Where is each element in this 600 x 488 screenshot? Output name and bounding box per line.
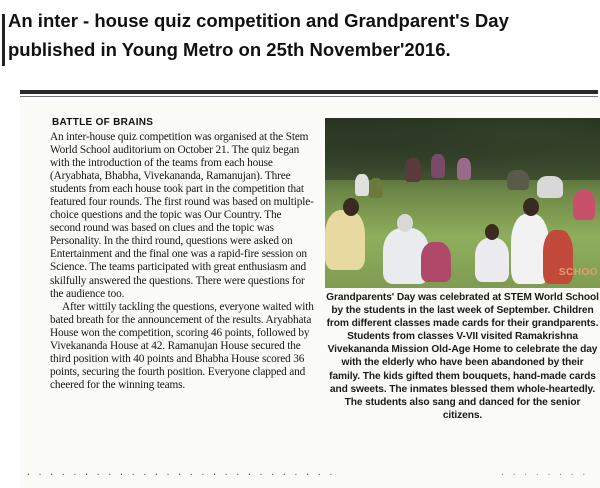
photo-person — [457, 158, 471, 180]
photo-person — [431, 154, 445, 178]
top-rule-thin — [20, 96, 598, 97]
photo-person — [369, 178, 383, 198]
article-paragraph-2: After wittily tackling the questions, everyone waited with bated breath for the announcement of the results. Aryabhata House won the competition, scoring 46 points, followed by Vivekananda House at 42. Ramanujan House secured the third position with 40 points and Bhabha House scored 36 points, securing the fourth position. Everyone clapped and cheered for the winning teams. — [50, 300, 314, 391]
article-body — [50, 131, 314, 392]
photo-person — [507, 170, 529, 190]
photo-watermark: SCHOO — [558, 267, 598, 278]
scan-noise-bottom-left: · · · · · · · · · · · · · · · · · · · · · · · · · · · — [26, 470, 335, 479]
photo-person — [475, 238, 509, 282]
headline-bracket — [2, 14, 5, 66]
photo-person-head — [397, 214, 413, 232]
grandparents-day-photo — [325, 118, 600, 288]
photo-person — [355, 174, 369, 196]
photo-person-head — [523, 198, 539, 216]
photo-caption — [325, 291, 600, 422]
article-paragraph-1: An inter-house quiz competition was organised at the Stem World School auditorium on October 21. The quiz began with the introduction of the teams from each house (Aryabhata, Bhabha, Vivekananda, Ramanujan). Three students from each house took part in the competition that featured four rounds. The first round was based on multiple-choice questions and the topic was Our Country. The second round was based on clues and the topic was Personality. In the third round, questions were asked on Entertainment and the final one was a rapid-fire session on Science. The teams participated with great enthusiasm and skilfully answered the questions. There were questions for the audience too. — [50, 131, 314, 300]
photo-person-head — [343, 198, 359, 216]
photo-person-head — [485, 224, 499, 240]
top-rule — [20, 90, 598, 94]
headline — [8, 6, 568, 64]
photo-person — [325, 210, 365, 270]
photo-person — [573, 190, 595, 220]
headline-line-2: published in Young Metro on 25th November'2016. — [8, 39, 451, 60]
photo-person — [421, 242, 451, 282]
photo-caption-text: Grandparents' Day was celebrated at STEM World School by the students in the last week of September. Children from different classes made cards for their grandparents. Students from classes V-VII visited Ramakrishna Vivekananda Mission Old-Age Home to celebrate the day with the elderly who have been abandoned by their family. The kids gifted them bouquets, hand-made cards and sweets. The inmates blessed them whole-heartedly. The students also sang and danced for the senior citizens. — [326, 292, 599, 421]
photo-person — [537, 176, 563, 198]
scan-noise-bottom-right: · · · · · · · · — [500, 470, 588, 479]
article-kicker: BATTLE OF BRAINS — [52, 117, 154, 128]
headline-line-1: An inter - house quiz competition and Grandparent's Day — [8, 10, 509, 31]
photo-person — [405, 158, 421, 182]
